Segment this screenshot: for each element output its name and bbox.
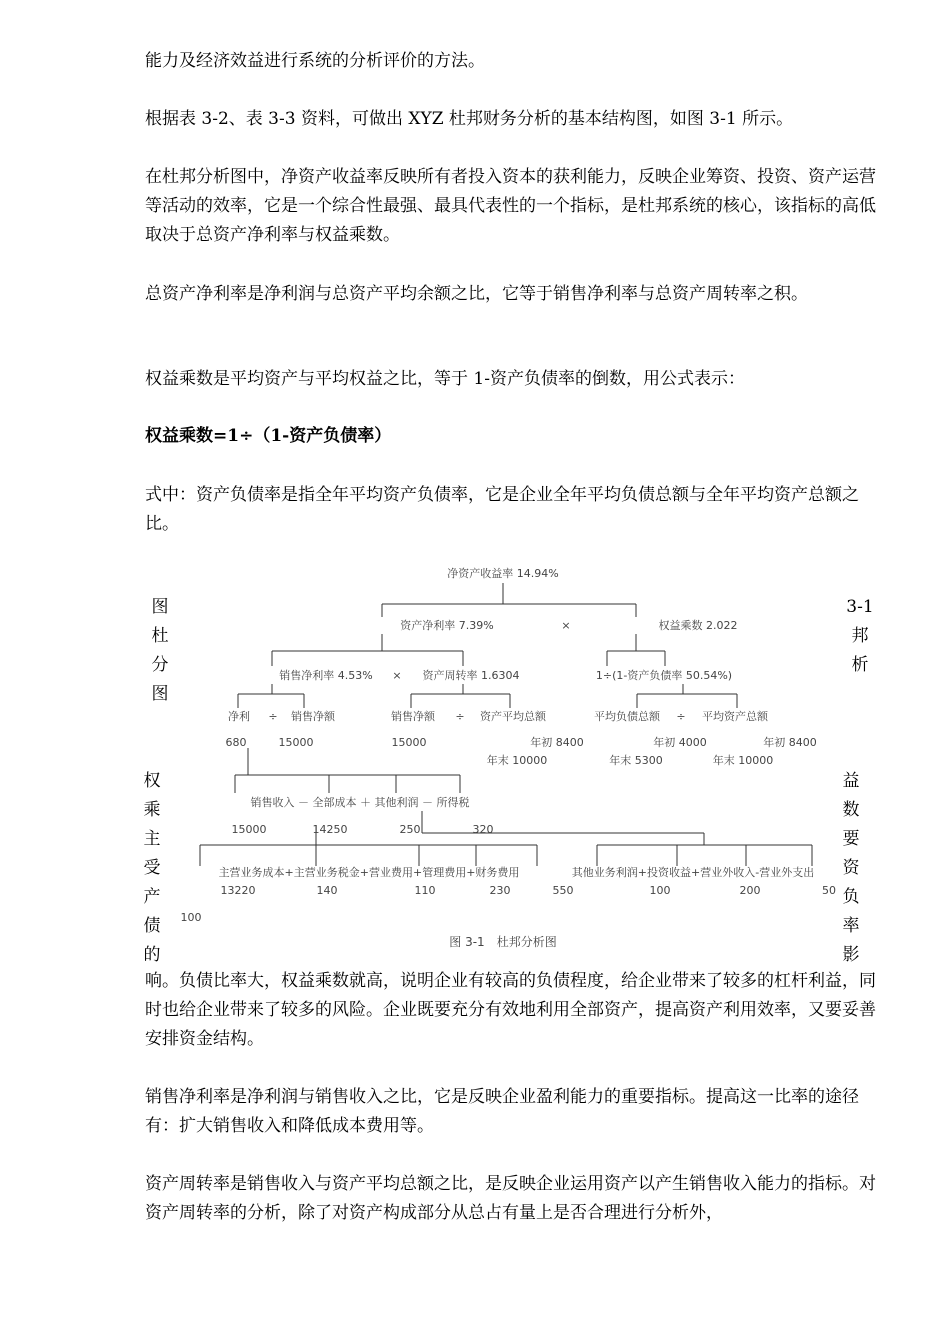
- paragraph-equity-multiplier: 权益乘数是平均资产与平均权益之比，等于 1-资产负债率的倒数，用公式表示：: [145, 369, 745, 389]
- value-680: 680: [225, 736, 247, 749]
- times-sign-2: ×: [392, 669, 402, 682]
- node-asset-turnover: 资产周转率 1.6304: [422, 669, 520, 682]
- value-13220: 13220: [220, 884, 256, 897]
- label-avg-debt: 平均负债总额: [594, 710, 660, 723]
- side-text-right-bottom: 益 数 要 资 负 率 影: [842, 771, 860, 965]
- side-text-left-bottom: 权 乘 主 受 产 债 的: [143, 771, 161, 965]
- node-em-formula: 1÷(1-资产负债率 50.54%): [595, 669, 733, 682]
- node-roa: 资产净利率 7.39%: [400, 619, 494, 632]
- label-sales-2: 销售净额: [391, 710, 435, 723]
- divide-sign-2: ÷: [455, 710, 465, 723]
- cost-breakdown-row: 主营业务成本+主营业务税金+营业费用+管理费用+财务费用: [218, 866, 520, 879]
- paragraph-leverage: 响。负债比率大，权益乘数就高，说明企业有较高的负债程度，给企业带来了较多的杠杆利益，同时也给企业带来了较多的风险。企业既要充分有效地利用全部资产，提高资产利用效率，又要妥善安排资金结构。: [145, 971, 876, 1049]
- label-avg-assets-2: 平均资产总额: [702, 710, 768, 723]
- node-net-profit-margin: 销售净利率 4.53%: [279, 669, 373, 682]
- value-550: 550: [552, 884, 574, 897]
- value-begin-4000: 年初 4000: [653, 736, 707, 749]
- times-sign: ×: [561, 619, 571, 632]
- value-100-a: 100: [649, 884, 671, 897]
- formula: 权益乘数=1÷（1-资产负债率）: [145, 426, 392, 446]
- value-100-b: 100: [180, 911, 202, 924]
- other-profit-row: 其他业务利润+投资收益+营业外收入-营业外支出: [571, 866, 815, 879]
- value-50: 50: [822, 884, 836, 897]
- value-110: 110: [414, 884, 436, 897]
- value-begin-8400-b: 年初 8400: [763, 736, 817, 749]
- divide-sign-1: ÷: [268, 710, 278, 723]
- node-equity-multiplier: 权益乘数 2.022: [658, 619, 738, 632]
- paragraph-intro-end: 能力及经济效益进行系统的分析评价的方法。: [145, 51, 485, 71]
- paragraph-roe: 在杜邦分析图中，净资产收益率反映所有者投入资本的获利能力，反映企业筹资、投资、资产运营等活动的效率，它是一个综合性最强、最具代表性的一个指标，是杜邦系统的核心，该指标的高低取决于总资产净利率与权益乘数。: [145, 167, 876, 245]
- value-15000-a: 15000: [278, 736, 314, 749]
- side-text-left-top: 图 杜 分 图: [151, 597, 169, 704]
- value-begin-8400-a: 年初 8400: [530, 736, 584, 749]
- income-row: 销售收入 － 全部成本 ＋ 其他利润 － 所得税: [250, 796, 470, 809]
- paragraph-structure-ref: 根据表 3-2、表 3-3 资料，可做出 XYZ 杜邦财务分析的基本结构图，如图 3-1 所示。: [145, 109, 794, 129]
- node-roe: 净资产收益率 14.94%: [447, 567, 559, 580]
- value-200: 200: [739, 884, 761, 897]
- value-end-5300: 年末 5300: [609, 754, 663, 767]
- side-text-right-top: 3-1 邦 析: [846, 597, 874, 675]
- value-end-10000-b: 年末 10000: [712, 754, 774, 767]
- label-avg-assets: 资产平均总额: [480, 710, 546, 723]
- divide-sign-3: ÷: [676, 710, 686, 723]
- value-230: 230: [489, 884, 511, 897]
- value-15000-c: 15000: [231, 823, 267, 836]
- value-14250: 14250: [312, 823, 348, 836]
- value-250: 250: [399, 823, 421, 836]
- paragraph-net-profit-margin: 销售净利率是净利润与销售收入之比，它是反映企业盈利能力的重要指标。提高这一比率的途径有：扩大销售收入和降低成本费用等。: [145, 1087, 859, 1136]
- value-end-10000-a: 年末 10000: [486, 754, 548, 767]
- value-140: 140: [316, 884, 338, 897]
- label-sales-1: 销售净额: [291, 710, 335, 723]
- value-15000-b: 15000: [391, 736, 427, 749]
- paragraph-roa: 总资产净利率是净利润与总资产平均余额之比，它等于销售净利率与总资产周转率之积。: [145, 284, 808, 304]
- label-net-profit: 净利: [228, 710, 250, 723]
- value-320: 320: [472, 823, 494, 836]
- figure-caption: 图 3-1 杜邦分析图: [449, 935, 557, 949]
- paragraph-debt-ratio: 式中：资产负债率是指全年平均资产负债率，它是企业全年平均负债总额与全年平均资产总额之比。: [145, 485, 859, 534]
- paragraph-asset-turnover: 资产周转率是销售收入与资产平均总额之比，是反映企业运用资产以产生销售收入能力的指标。对资产周转率的分析，除了对资产构成部分从总占有量上是否合理进行分析外，: [145, 1174, 876, 1223]
